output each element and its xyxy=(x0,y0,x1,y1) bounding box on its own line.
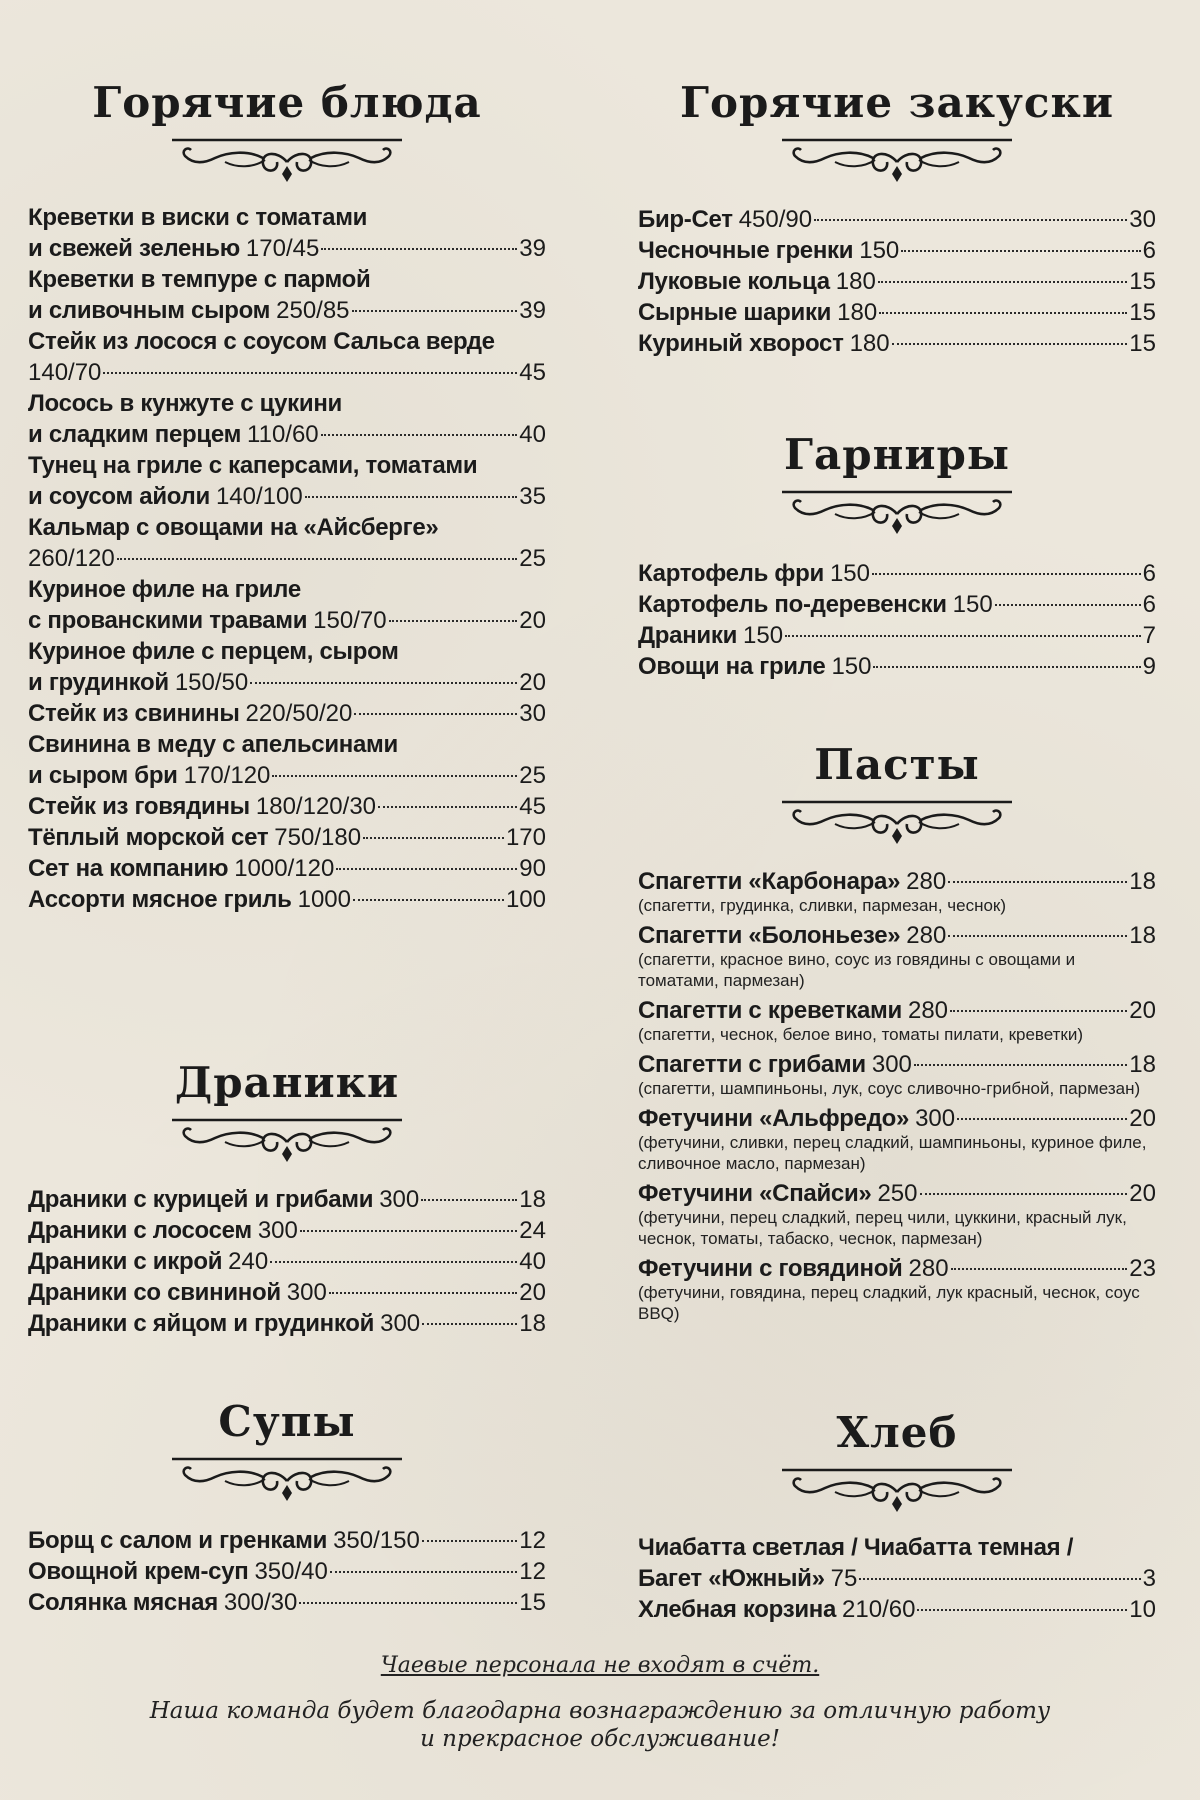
item-line xyxy=(638,1253,1156,1284)
dot-leader xyxy=(389,620,518,622)
item-price: 39 xyxy=(519,235,546,262)
item-weight: 75 xyxy=(830,1565,858,1592)
item-line xyxy=(638,328,1156,359)
dot-leader xyxy=(352,310,518,312)
section-bread xyxy=(638,1408,1156,1625)
item-price: 18 xyxy=(1129,868,1156,895)
item-name-line-1: Креветки в виски с томатами xyxy=(28,204,368,231)
item-name: с прованскими травами xyxy=(28,607,308,634)
item-name: Ассорти мясное гриль xyxy=(28,886,292,913)
section-hot-dishes xyxy=(28,78,546,915)
menu-item xyxy=(28,1556,546,1587)
item-price: 90 xyxy=(519,855,546,882)
menu-item xyxy=(28,1308,546,1339)
menu-item xyxy=(638,204,1156,235)
menu-item xyxy=(638,1253,1156,1324)
ornament-divider xyxy=(780,136,1014,184)
item-price: 15 xyxy=(1129,299,1156,326)
dot-leader xyxy=(378,806,517,808)
dot-leader xyxy=(879,312,1127,314)
item-name: Драники с яйцом и грудинкой xyxy=(28,1310,375,1337)
menu-item xyxy=(28,636,546,698)
item-price: 30 xyxy=(1129,206,1156,233)
item-weight: 250/85 xyxy=(276,297,350,324)
item-weight: 150 xyxy=(859,237,900,264)
dot-leader xyxy=(336,868,517,870)
item-weight: 140/100 xyxy=(215,483,303,510)
item-name: Стейк из говядины xyxy=(28,793,250,820)
menu-list xyxy=(638,1532,1156,1625)
tips-note: Чаевые персонала не входят в счёт. xyxy=(380,1653,820,1678)
menu-item xyxy=(638,866,1156,916)
dot-leader xyxy=(814,219,1127,221)
item-price: 20 xyxy=(519,607,546,634)
section-title: Драники xyxy=(174,1058,400,1107)
item-name: Солянка мясная xyxy=(28,1589,218,1616)
item-name: Стейк из свинины xyxy=(28,700,240,727)
menu-item xyxy=(28,264,546,326)
item-name-line-1: Кальмар с овощами на «Айсберге» xyxy=(28,514,439,541)
item-name: и грудинкой xyxy=(28,669,169,696)
menu-item xyxy=(28,512,546,574)
item-weight: 240 xyxy=(228,1248,269,1275)
item-price: 18 xyxy=(519,1186,546,1213)
menu-item xyxy=(638,995,1156,1045)
item-line xyxy=(638,920,1156,951)
item-price: 39 xyxy=(519,297,546,324)
item-line xyxy=(638,651,1156,682)
menu-item xyxy=(28,202,546,264)
menu-item xyxy=(638,1532,1156,1594)
item-price: 23 xyxy=(1129,1255,1156,1282)
menu-item xyxy=(28,1184,546,1215)
dot-leader xyxy=(917,1609,1127,1611)
item-weight: 220/50/20 xyxy=(245,700,353,727)
item-weight: 1000/120 xyxy=(234,855,335,882)
item-line xyxy=(28,698,546,729)
item-description: (спагетти, грудинка, сливки, пармезан, чеснок) xyxy=(638,896,1007,915)
item-line xyxy=(28,543,546,574)
item-name-line-1: Лосось в кунжуте с цукини xyxy=(28,390,342,417)
dot-leader xyxy=(330,1571,517,1573)
item-weight: 280 xyxy=(907,997,949,1024)
menu-item xyxy=(28,1525,546,1556)
dot-leader xyxy=(892,343,1128,345)
item-name-line-1: Тунец на гриле с каперсами, томатами xyxy=(28,452,478,479)
dot-leader xyxy=(948,935,1127,937)
dot-leader xyxy=(995,604,1141,606)
item-line xyxy=(28,1246,546,1277)
item-weight: 180 xyxy=(849,330,890,357)
item-line xyxy=(638,558,1156,589)
menu-item xyxy=(638,651,1156,682)
dot-leader xyxy=(270,1261,517,1263)
menu-item xyxy=(638,328,1156,359)
item-weight: 750/180 xyxy=(274,824,362,851)
item-line xyxy=(638,589,1156,620)
item-price: 20 xyxy=(1129,1180,1156,1207)
item-line xyxy=(638,204,1156,235)
item-price: 40 xyxy=(519,421,546,448)
dot-leader xyxy=(422,1540,517,1542)
item-line xyxy=(638,995,1156,1026)
menu-item xyxy=(28,1246,546,1277)
item-price: 3 xyxy=(1142,1565,1156,1592)
item-name: Спагетти с креветками xyxy=(638,997,902,1024)
thanks-line-2: и прекрасное обслуживание! xyxy=(420,1726,780,1752)
item-name: Спагетти «Болоньезе» xyxy=(638,922,901,949)
item-name-line-1: Стейк из лосося с соусом Сальса верде xyxy=(28,328,495,355)
item-name: Спагетти «Карбонара» xyxy=(638,868,901,895)
ornament-divider xyxy=(170,1455,404,1503)
section-garnish xyxy=(638,430,1156,682)
item-name: и сыром бри xyxy=(28,762,178,789)
item-line xyxy=(28,419,546,450)
menu-item xyxy=(638,266,1156,297)
item-weight: 280 xyxy=(906,922,947,949)
dot-leader xyxy=(421,1199,517,1201)
item-price: 9 xyxy=(1142,653,1156,680)
item-price: 40 xyxy=(519,1248,546,1275)
item-line xyxy=(28,1277,546,1308)
item-weight: 180 xyxy=(837,299,878,326)
item-line xyxy=(28,605,546,636)
menu-item xyxy=(28,822,546,853)
menu-item xyxy=(28,791,546,822)
item-description: (спагетти, чеснок, белое вино, томаты пилати, креветки) xyxy=(638,1025,1084,1044)
item-line xyxy=(638,1103,1156,1134)
menu-list xyxy=(638,866,1156,1324)
dot-leader xyxy=(305,496,518,498)
item-weight: 250 xyxy=(877,1180,918,1207)
item-price: 30 xyxy=(519,700,546,727)
menu-list xyxy=(28,1184,546,1339)
item-price: 20 xyxy=(519,1279,546,1306)
item-name: и сливочным сыром xyxy=(28,297,271,324)
item-name: Овощи на гриле xyxy=(638,653,826,680)
item-description: (спагетти, шампиньоны, лук, соус сливочно-грибной, пармезан) xyxy=(638,1079,1141,1098)
dot-leader xyxy=(873,666,1140,668)
item-weight: 300 xyxy=(871,1051,912,1078)
item-price: 18 xyxy=(519,1310,546,1337)
item-name: Драники xyxy=(638,622,738,649)
ornament-divider xyxy=(780,1466,1014,1514)
item-line xyxy=(28,791,546,822)
dot-leader xyxy=(354,713,517,715)
menu-item xyxy=(28,1215,546,1246)
dot-leader xyxy=(872,573,1141,575)
item-weight: 450/90 xyxy=(738,206,813,233)
dot-leader xyxy=(951,1268,1128,1270)
item-name: Драники с икрой xyxy=(28,1248,223,1275)
item-weight: 180 xyxy=(835,268,876,295)
section-soups xyxy=(28,1397,546,1618)
item-weight: 110/60 xyxy=(247,421,319,448)
item-line xyxy=(638,1049,1156,1080)
section-hot-snacks xyxy=(638,78,1156,359)
item-weight: 280 xyxy=(906,868,947,895)
item-name: Сет на компанию xyxy=(28,855,229,882)
item-name-line-1: Куриное филе с перцем, сыром xyxy=(28,638,399,665)
menu-item xyxy=(638,235,1156,266)
item-name-line-1: Куриное филе на гриле xyxy=(28,576,301,603)
item-price: 20 xyxy=(1129,997,1156,1024)
item-name: Спагетти с грибами xyxy=(638,1051,866,1078)
menu-item xyxy=(28,450,546,512)
item-weight: 210/60 xyxy=(842,1596,916,1623)
item-line xyxy=(638,1594,1156,1625)
item-name: и сладким перцем xyxy=(28,421,242,448)
item-name: Сырные шарики xyxy=(638,299,832,326)
menu-item xyxy=(28,729,546,791)
item-price: 25 xyxy=(519,545,546,572)
item-weight: 300/30 xyxy=(223,1589,298,1616)
item-name: Картофель фри xyxy=(638,560,824,587)
dot-leader xyxy=(321,434,518,436)
item-weight: 300 xyxy=(257,1217,298,1244)
section-title: Пасты xyxy=(814,740,980,789)
item-line xyxy=(638,1563,1156,1594)
item-name: и свежей зеленью xyxy=(28,235,240,262)
ornament-divider xyxy=(170,1116,404,1164)
menu-item xyxy=(28,853,546,884)
menu-list xyxy=(28,202,546,915)
dot-leader xyxy=(914,1064,1127,1066)
item-line xyxy=(28,481,546,512)
dot-leader xyxy=(103,372,517,374)
item-price: 35 xyxy=(519,483,546,510)
item-description: (спагетти, красное вино, соус из говядины с овощами и томатами, пармезан) xyxy=(638,950,1076,990)
item-price: 7 xyxy=(1142,622,1156,649)
item-price: 12 xyxy=(519,1558,546,1585)
item-price: 45 xyxy=(519,793,546,820)
menu-item xyxy=(638,1594,1156,1625)
menu-list xyxy=(638,558,1156,682)
item-name: Картофель по-деревенски xyxy=(638,591,947,618)
item-name: Драники со свининой xyxy=(28,1279,281,1306)
dot-leader xyxy=(950,1010,1127,1012)
item-name-line-1: Свинина в меду с апельсинами xyxy=(28,731,398,758)
item-line xyxy=(28,1308,546,1339)
dot-leader xyxy=(250,682,517,684)
item-name: Багет «Южный» xyxy=(638,1565,825,1592)
dot-leader xyxy=(920,1193,1128,1195)
ornament-divider xyxy=(780,488,1014,536)
item-line xyxy=(638,235,1156,266)
item-name: Фетучини с говядиной xyxy=(638,1255,903,1282)
item-line xyxy=(28,667,546,698)
item-price: 10 xyxy=(1129,1596,1156,1623)
section-draniki xyxy=(28,1058,546,1339)
item-price: 25 xyxy=(519,762,546,789)
item-price: 170 xyxy=(505,824,546,851)
dot-leader xyxy=(901,250,1140,252)
item-line xyxy=(28,295,546,326)
item-line xyxy=(28,1556,546,1587)
menu-item xyxy=(28,884,546,915)
item-weight: 300 xyxy=(286,1279,327,1306)
item-line xyxy=(638,266,1156,297)
item-weight: 150 xyxy=(831,653,872,680)
menu-item xyxy=(28,326,546,388)
section-title: Горячие блюда xyxy=(92,78,482,127)
item-weight: 280 xyxy=(908,1255,949,1282)
menu-item xyxy=(638,920,1156,991)
item-line xyxy=(28,233,546,264)
item-line xyxy=(638,297,1156,328)
item-name: Драники с курицей и грибами xyxy=(28,1186,374,1213)
section-title: Гарниры xyxy=(784,430,1010,479)
item-name: Куриный хворост xyxy=(638,330,844,357)
item-line xyxy=(638,866,1156,897)
item-line xyxy=(28,1587,546,1618)
dot-leader xyxy=(957,1118,1127,1120)
item-price: 20 xyxy=(519,669,546,696)
menu-list xyxy=(638,204,1156,359)
item-weight: 300 xyxy=(379,1186,420,1213)
item-weight: 170/45 xyxy=(245,235,320,262)
item-weight: 150 xyxy=(952,591,993,618)
item-name: и соусом айоли xyxy=(28,483,210,510)
item-name-line-1: Чиабатта светлая / Чиабатта темная / xyxy=(638,1534,1074,1561)
menu-item xyxy=(28,574,546,636)
item-description: (фетучини, сливки, перец сладкий, шампиньоны, куриное филе, сливочное масло, пармезан) xyxy=(638,1133,1147,1173)
item-weight: 350/150 xyxy=(333,1527,420,1554)
item-price: 12 xyxy=(519,1527,546,1554)
item-description: (фетучини, говядина, перец сладкий, лук красный, чеснок, соус BBQ) xyxy=(638,1283,1140,1323)
item-name: Чесночные гренки xyxy=(638,237,854,264)
menu-item xyxy=(638,589,1156,620)
item-name: Бир-Сет xyxy=(638,206,733,233)
thanks-note xyxy=(0,1697,1200,1753)
menu-item xyxy=(28,388,546,450)
dot-leader xyxy=(353,899,504,901)
menu-item xyxy=(28,698,546,729)
menu-item xyxy=(638,620,1156,651)
ornament-divider xyxy=(780,798,1014,846)
item-line xyxy=(28,853,546,884)
item-price: 24 xyxy=(519,1217,546,1244)
menu-list xyxy=(28,1525,546,1618)
section-title: Супы xyxy=(218,1397,356,1446)
item-price: 20 xyxy=(1129,1105,1156,1132)
menu-item xyxy=(638,558,1156,589)
dot-leader xyxy=(422,1323,517,1325)
menu-item xyxy=(638,1103,1156,1174)
item-price: 6 xyxy=(1142,560,1156,587)
item-line xyxy=(638,620,1156,651)
item-weight: 300 xyxy=(380,1310,421,1337)
dot-leader xyxy=(300,1230,517,1232)
dot-leader xyxy=(321,248,517,250)
item-weight: 150 xyxy=(829,560,870,587)
item-price: 18 xyxy=(1129,922,1156,949)
item-name: Борщ с салом и гренками xyxy=(28,1527,328,1554)
item-line xyxy=(28,822,546,853)
menu-item xyxy=(638,1178,1156,1249)
item-weight: 180/120/30 xyxy=(255,793,377,820)
dot-leader xyxy=(859,1578,1140,1580)
menu-item xyxy=(28,1587,546,1618)
menu-item xyxy=(638,297,1156,328)
item-price: 18 xyxy=(1129,1051,1156,1078)
menu-item xyxy=(28,1277,546,1308)
item-weight: 150/50 xyxy=(174,669,249,696)
item-line xyxy=(638,1178,1156,1209)
item-price: 15 xyxy=(1129,330,1156,357)
item-weight: 150/70 xyxy=(313,607,387,634)
item-line xyxy=(28,357,546,388)
dot-leader xyxy=(272,775,517,777)
item-weight: 170/120 xyxy=(183,762,271,789)
dot-leader xyxy=(329,1292,517,1294)
section-pasta xyxy=(638,740,1156,1328)
item-name: Хлебная корзина xyxy=(638,1596,837,1623)
item-price: 15 xyxy=(519,1589,546,1616)
item-name: Фетучини «Альфредо» xyxy=(638,1105,910,1132)
item-line xyxy=(28,1525,546,1556)
item-weight: 140/70 xyxy=(28,359,102,386)
item-line xyxy=(28,760,546,791)
item-line xyxy=(28,884,546,915)
item-weight: 300 xyxy=(915,1105,956,1132)
dot-leader xyxy=(948,881,1127,883)
item-name: Тёплый морской сет xyxy=(28,824,269,851)
item-line xyxy=(28,1215,546,1246)
item-weight: 260/120 xyxy=(28,545,115,572)
dot-leader xyxy=(363,837,504,839)
dot-leader xyxy=(299,1602,517,1604)
item-weight: 150 xyxy=(743,622,784,649)
section-title: Горячие закуски xyxy=(680,78,1114,127)
item-description: (фетучини, перец сладкий, перец чили, цуккини, красный лук, чеснок, томаты, табаско, чеснок, пармезан) xyxy=(638,1208,1127,1248)
item-name-line-1: Креветки в темпуре с пармой xyxy=(28,266,371,293)
item-name: Фетучини «Спайси» xyxy=(638,1180,872,1207)
item-name: Луковые кольца xyxy=(638,268,830,295)
item-price: 15 xyxy=(1129,268,1156,295)
dot-leader xyxy=(117,558,518,560)
item-line xyxy=(28,1184,546,1215)
item-weight: 1000 xyxy=(297,886,351,913)
item-price: 6 xyxy=(1142,591,1156,618)
item-price: 6 xyxy=(1142,237,1156,264)
item-price: 100 xyxy=(505,886,546,913)
menu-item xyxy=(638,1049,1156,1099)
item-weight: 350/40 xyxy=(254,1558,328,1585)
item-name: Овощной крем-суп xyxy=(28,1558,249,1585)
item-name: Драники с лососем xyxy=(28,1217,252,1244)
dot-leader xyxy=(785,635,1141,637)
ornament-divider xyxy=(170,136,404,184)
dot-leader xyxy=(878,281,1127,283)
section-title: Хлеб xyxy=(836,1408,958,1457)
item-price: 45 xyxy=(519,359,546,386)
thanks-line-1: Наша команда будет благодарна вознаграждению за отличную работу xyxy=(149,1698,1051,1724)
